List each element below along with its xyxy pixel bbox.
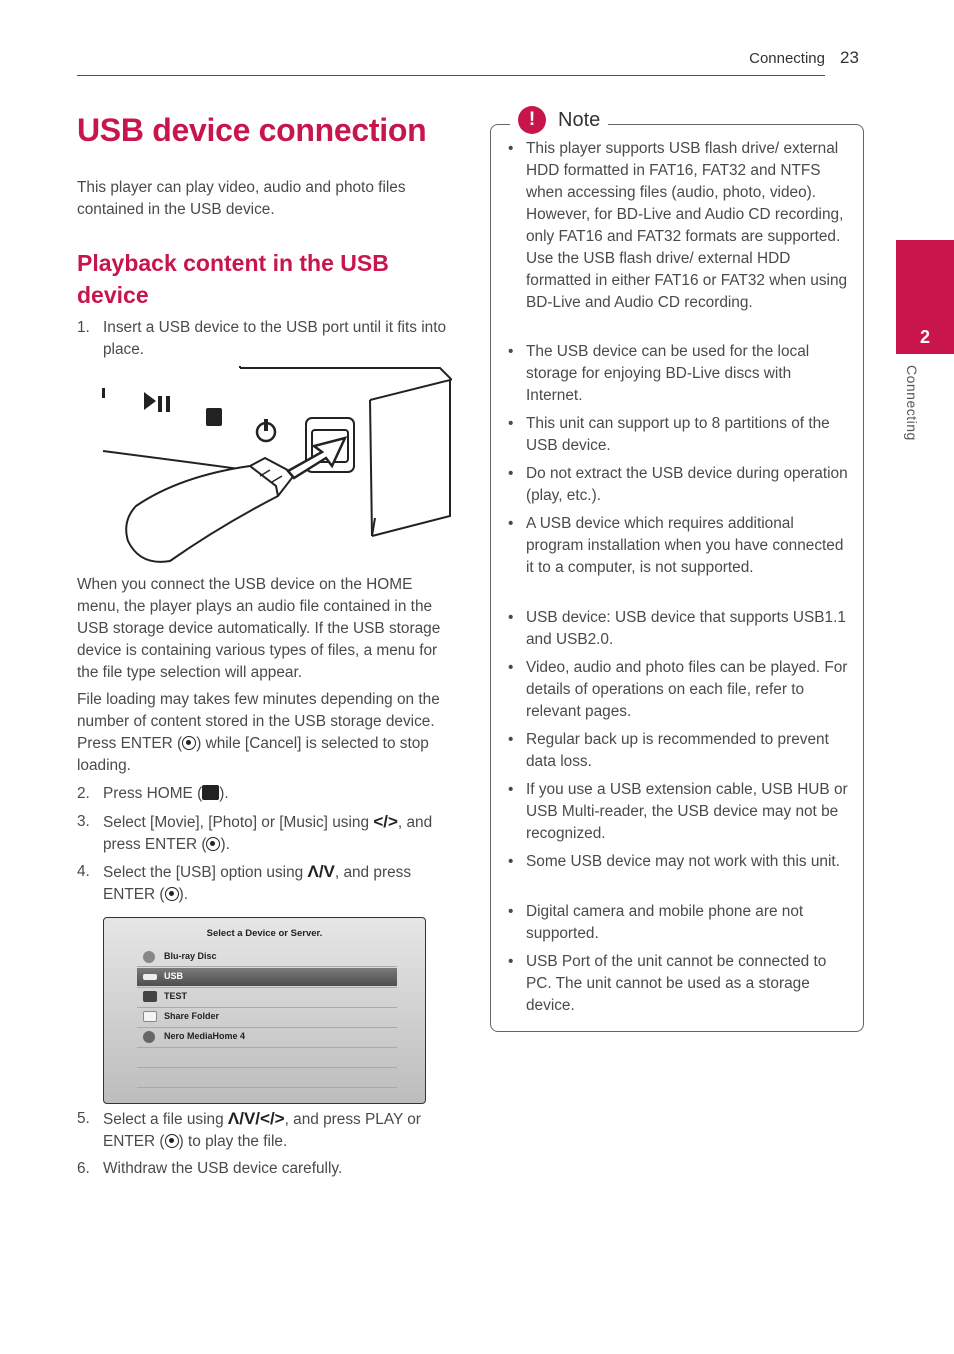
media-server-icon <box>143 1031 155 1043</box>
note-item: • Video, audio and photo files can be played. For details of operations on each file, refer to relevant pages. <box>508 659 848 720</box>
enter-icon <box>206 837 220 851</box>
disc-icon <box>143 951 155 963</box>
menu-item-nero: Nero MediaHome 4 <box>137 1028 397 1046</box>
enter-icon <box>165 1134 179 1148</box>
para-file-loading: File loading may takes few minutes depending on the number of content stored in the USB storage device. Press ENTER ( ) while [Cancel] is selected to stop loading. <box>77 691 440 774</box>
direction-arrows-icon: Λ/V/</> <box>227 1109 285 1128</box>
note-item: • Digital camera and mobile phone are not supported. <box>508 903 804 942</box>
usb-icon <box>143 974 157 980</box>
menu-item-bluray: Blu-ray Disc <box>137 948 397 966</box>
step-3: 3. Select [Movie], [Photo] or [Music] using </>, and press ENTER ( ). <box>77 812 433 853</box>
menu-title: Select a Device or Server. <box>206 928 323 939</box>
step-5: 5. Select a file using Λ/V/</>, and press PLAY or ENTER ( ) to play the file. <box>77 1109 421 1150</box>
note-item: • This unit can support up to 8 partitions of the USB device. <box>508 415 830 454</box>
intro-text: This player can play video, audio and photo files contained in the USB device. <box>77 179 406 218</box>
section-subtitle: Playback content in the USB device <box>77 250 389 308</box>
step-2: 2. Press HOME ( ). <box>77 785 229 802</box>
chapter-label: Connecting <box>904 365 920 441</box>
exclamation-icon: ! <box>518 106 546 134</box>
usb-insert-illustration <box>100 366 452 572</box>
header-section-title: Connecting <box>749 50 825 67</box>
step-6: 6. Withdraw the USB device carefully. <box>77 1160 343 1177</box>
menu-item-share-folder: Share Folder <box>137 1008 397 1026</box>
note-item: • A USB device which requires additional program installation when you have connected it to a computer, is not supported. <box>508 515 844 576</box>
home-icon <box>202 785 219 800</box>
note-item: • Do not extract the USB device during operation (play, etc.). <box>508 465 848 504</box>
device-selection-screenshot <box>103 917 426 1104</box>
menu-item-test: TEST <box>137 988 397 1006</box>
step-1 <box>77 317 448 361</box>
enter-icon <box>165 887 179 901</box>
para-auto-play: When you connect the USB device on the HOME menu, the player plays an audio file contained in the USB storage device automatically. If the USB storage device is containing various types of files, a menu for the file type selection will appear. <box>77 576 441 681</box>
step-4: 4. Select the [USB] option using Λ/V, and press ENTER ( ). <box>77 862 412 903</box>
note-item: • If you use a USB extension cable, USB HUB or USB Multi-reader, the USB device may not be recognized. <box>508 781 848 842</box>
folder-icon <box>143 1011 157 1022</box>
note-item: • Regular back up is recommended to prevent data loss. <box>508 731 829 770</box>
step-number: 1. <box>77 319 90 336</box>
note-item: • The USB device can be used for the local storage for enjoying BD-Live discs with Internet. <box>508 343 810 404</box>
page-title: USB device connection <box>77 112 427 148</box>
menu-item-usb: USB <box>137 968 397 986</box>
note-item: • This player supports USB flash drive/ external HDD formatted in FAT16, FAT32 and NTFS when accessing files (audio, photo, video). However, for BD-Live and Audio CD recording, only FAT16 and FAT32 formats are supported. Use the USB flash drive/ external HDD formatted in either FAT16 or FAT32 when using BD-Live and Audio CD recording. <box>508 140 848 311</box>
chapter-tab <box>896 240 954 354</box>
step-text: Insert a USB device to the USB port until it fits into place. <box>103 319 447 358</box>
note-item: • USB device: USB device that supports USB1.1 and USB2.0. <box>508 609 846 648</box>
note-item: • USB Port of the unit cannot be connected to PC. The unit cannot be used as a storage device. <box>508 953 827 1014</box>
note-item: • Some USB device may not work with this unit. <box>508 853 840 870</box>
enter-icon <box>182 736 196 750</box>
page-number: 23 <box>840 48 859 67</box>
chapter-number: 2 <box>919 327 930 347</box>
computer-icon <box>143 991 157 1002</box>
up-down-arrows-icon: Λ/V <box>307 862 335 881</box>
left-right-arrows-icon: </> <box>373 812 398 831</box>
header-divider <box>77 75 825 76</box>
note-header <box>510 104 608 136</box>
note-label: Note <box>558 108 601 131</box>
